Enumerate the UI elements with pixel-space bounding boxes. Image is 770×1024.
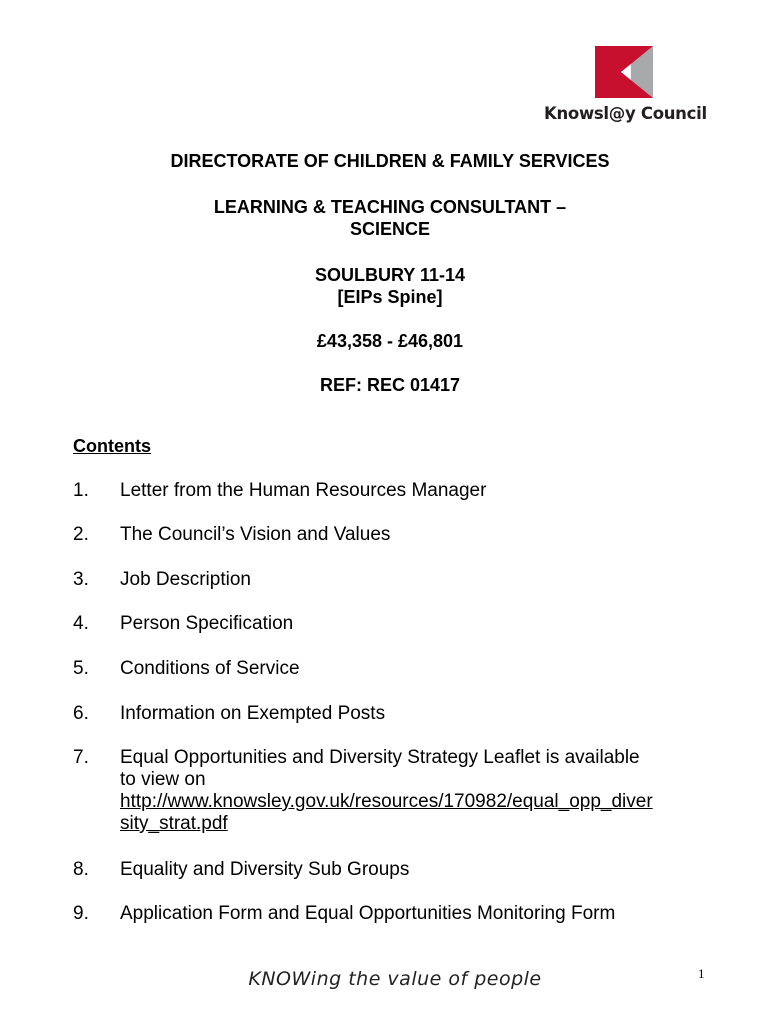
logo-mark-icon	[595, 46, 653, 98]
directorate-title: DIRECTORATE OF CHILDREN & FAMILY SERVICES	[170, 151, 610, 171]
item-text: The Council’s Vision and Values	[120, 524, 391, 545]
item-text: Application Form and Equal Opportunities Monitoring Form	[120, 903, 616, 924]
item-text: Job Description	[120, 569, 251, 590]
item-number: 1.	[73, 480, 89, 501]
strategy-leaflet-link-line-2[interactable]: sity_strat.pdf	[120, 813, 228, 834]
logo-wordmark: Knowsl@y Council	[544, 104, 707, 123]
item-number: 9.	[73, 903, 89, 924]
item-text-line-2: to view on	[120, 769, 206, 790]
item-number: 7.	[73, 747, 89, 768]
item-text: Letter from the Human Resources Manager	[120, 480, 487, 501]
item-number: 8.	[73, 859, 89, 880]
contents-item	[73, 747, 713, 842]
job-title-line-2: SCIENCE	[349, 219, 430, 239]
grade-line-2: [EIPs Spine]	[337, 287, 443, 307]
item-text-line-1: Equal Opportunities and Diversity Strategy Leaflet is available	[120, 747, 640, 768]
item-text: Conditions of Service	[120, 658, 300, 679]
contents-heading: Contents	[73, 436, 151, 456]
strategy-leaflet-link-line-1[interactable]: http://www.knowsley.gov.uk/resources/170982/equal_opp_diver	[120, 791, 653, 812]
page-number: 1	[698, 966, 705, 981]
reference-number: REF: REC 01417	[319, 375, 461, 395]
grade-line-1: SOULBURY 11-14	[314, 265, 466, 285]
salary-range: £43,358 - £46,801	[316, 331, 464, 351]
item-number: 3.	[73, 569, 89, 590]
item-number: 5.	[73, 658, 89, 679]
item-text: Person Specification	[120, 613, 294, 634]
item-number: 2.	[73, 524, 89, 545]
item-text: Information on Exempted Posts	[120, 703, 386, 724]
item-text-block	[120, 747, 720, 835]
item-text: Equality and Diversity Sub Groups	[120, 859, 410, 880]
job-title-line-1: LEARNING & TEACHING CONSULTANT –	[213, 197, 567, 217]
knowsley-council-logo	[540, 46, 710, 128]
item-number: 4.	[73, 613, 89, 634]
footer-tagline: KNOWing the value of people	[248, 968, 542, 990]
item-number: 6.	[73, 703, 89, 724]
